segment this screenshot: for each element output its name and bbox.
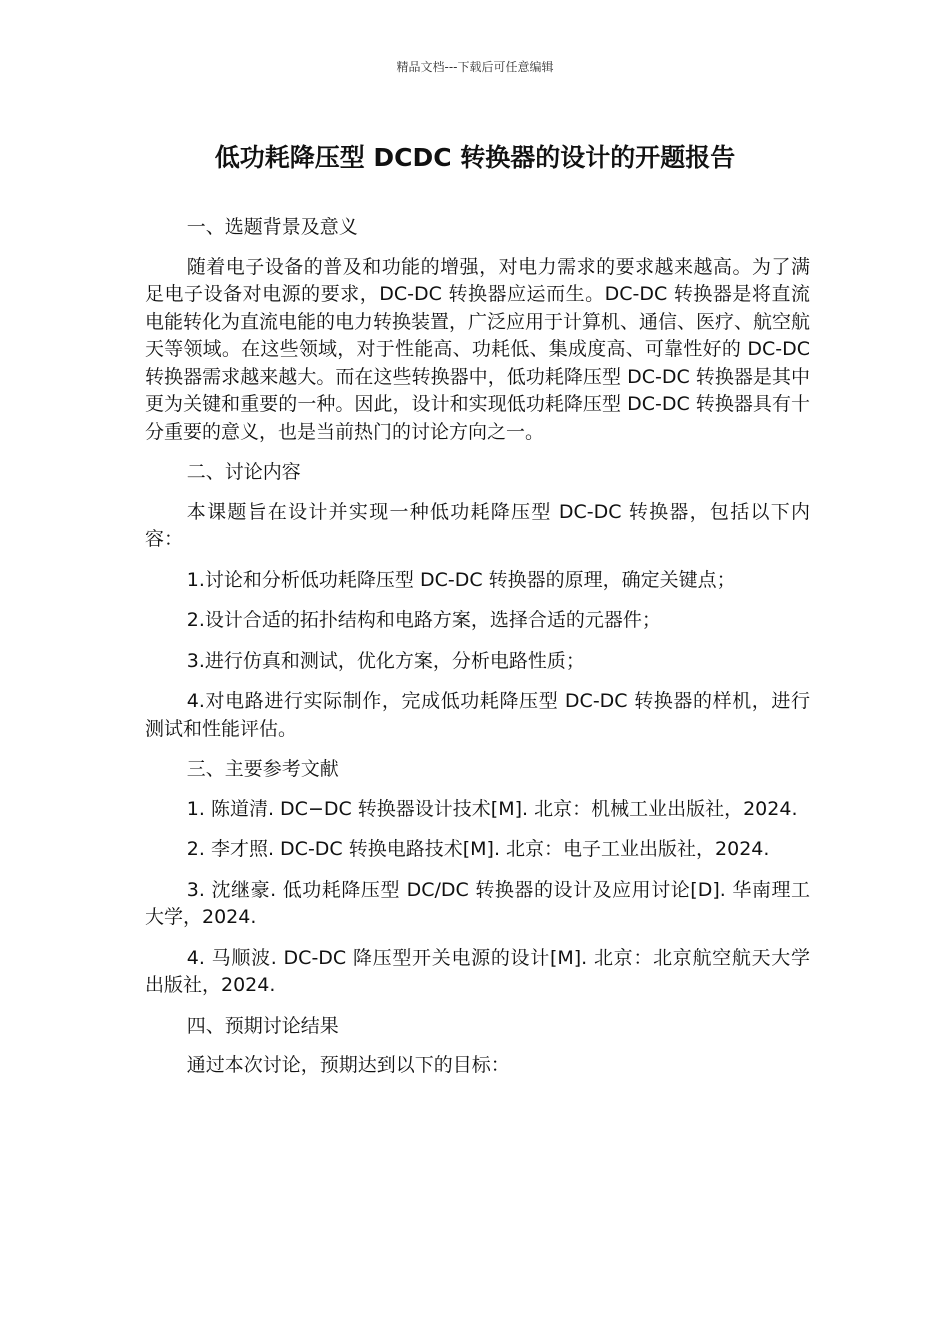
section-heading-expected-results: 四、预期讨论结果: [186, 1014, 339, 1037]
reference-item: 3. 沈继豪. 低功耗降压型 DC/DC 转换器的设计及应用讨论[D]. 华南理工大学，2024.: [145, 878, 810, 928]
reference-item: 2. 李才照. DC-DC 转换电路技术[M]. 北京：电子工业出版社，2024.: [186, 838, 770, 860]
list-item: 1.讨论和分析低功耗降压型 DC-DC 转换器的原理，确定关键点；: [186, 568, 736, 591]
paragraph-background: 随着电子设备的普及和功能的增强，对电力需求的要求越来越高。为了满足电子设备对电源的要求，DC-DC 转换器应运而生。DC-DC 转换器是将直流电能转化为直流电能的电力转换装置，广泛应用于计算机、通信、医疗、航空航天等领域。在这些领域，对于性能高、功耗低、集成度高、可靠性好的 DC-DC 转换器需求越来越大。而在这些转换器中，低功耗降压型 DC-DC 转换器是其中更为关键和重要的一种。因此，设计和实现低功耗降压型 DC-DC 转换器具有十分重要的意义，也是当前热门的讨论方向之一。: [145, 255, 811, 443]
list-item: 2.设计合适的拓扑结构和电路方案，选择合适的元器件；: [186, 609, 661, 631]
list-item: 3.进行仿真和测试，优化方案，分析电路性质；: [186, 649, 585, 672]
section-heading-background: 一、选题背景及意义: [186, 216, 358, 238]
list-item: 4.对电路进行实际制作，完成低功耗降压型 DC-DC 转换器的样机，进行测试和性能评估。: [145, 690, 810, 740]
header-note: 精品文档---下载后可任意编辑: [396, 60, 554, 74]
document-body: [145, 214, 810, 1093]
section-heading-content: 二、讨论内容: [186, 461, 301, 483]
paragraph-content-intro: 本课题旨在设计并实现一种低功耗降压型 DC-DC 转换器，包括以下内容：: [145, 500, 810, 550]
document-title: 低功耗降压型 DCDC 转换器的设计的开题报告: [214, 143, 736, 172]
section-heading-references: 三、主要参考文献: [186, 758, 339, 780]
reference-item: 4. 马顺波. DC-DC 降压型开关电源的设计[M]. 北京：北京航空航天大学出版社，2024.: [145, 946, 810, 996]
reference-item: 1. 陈道清. DC−DC 转换器设计技术[M]. 北京：机械工业出版社，2024.: [186, 797, 798, 820]
paragraph-expected-intro: 通过本次讨论，预期达到以下的目标：: [186, 1054, 510, 1076]
